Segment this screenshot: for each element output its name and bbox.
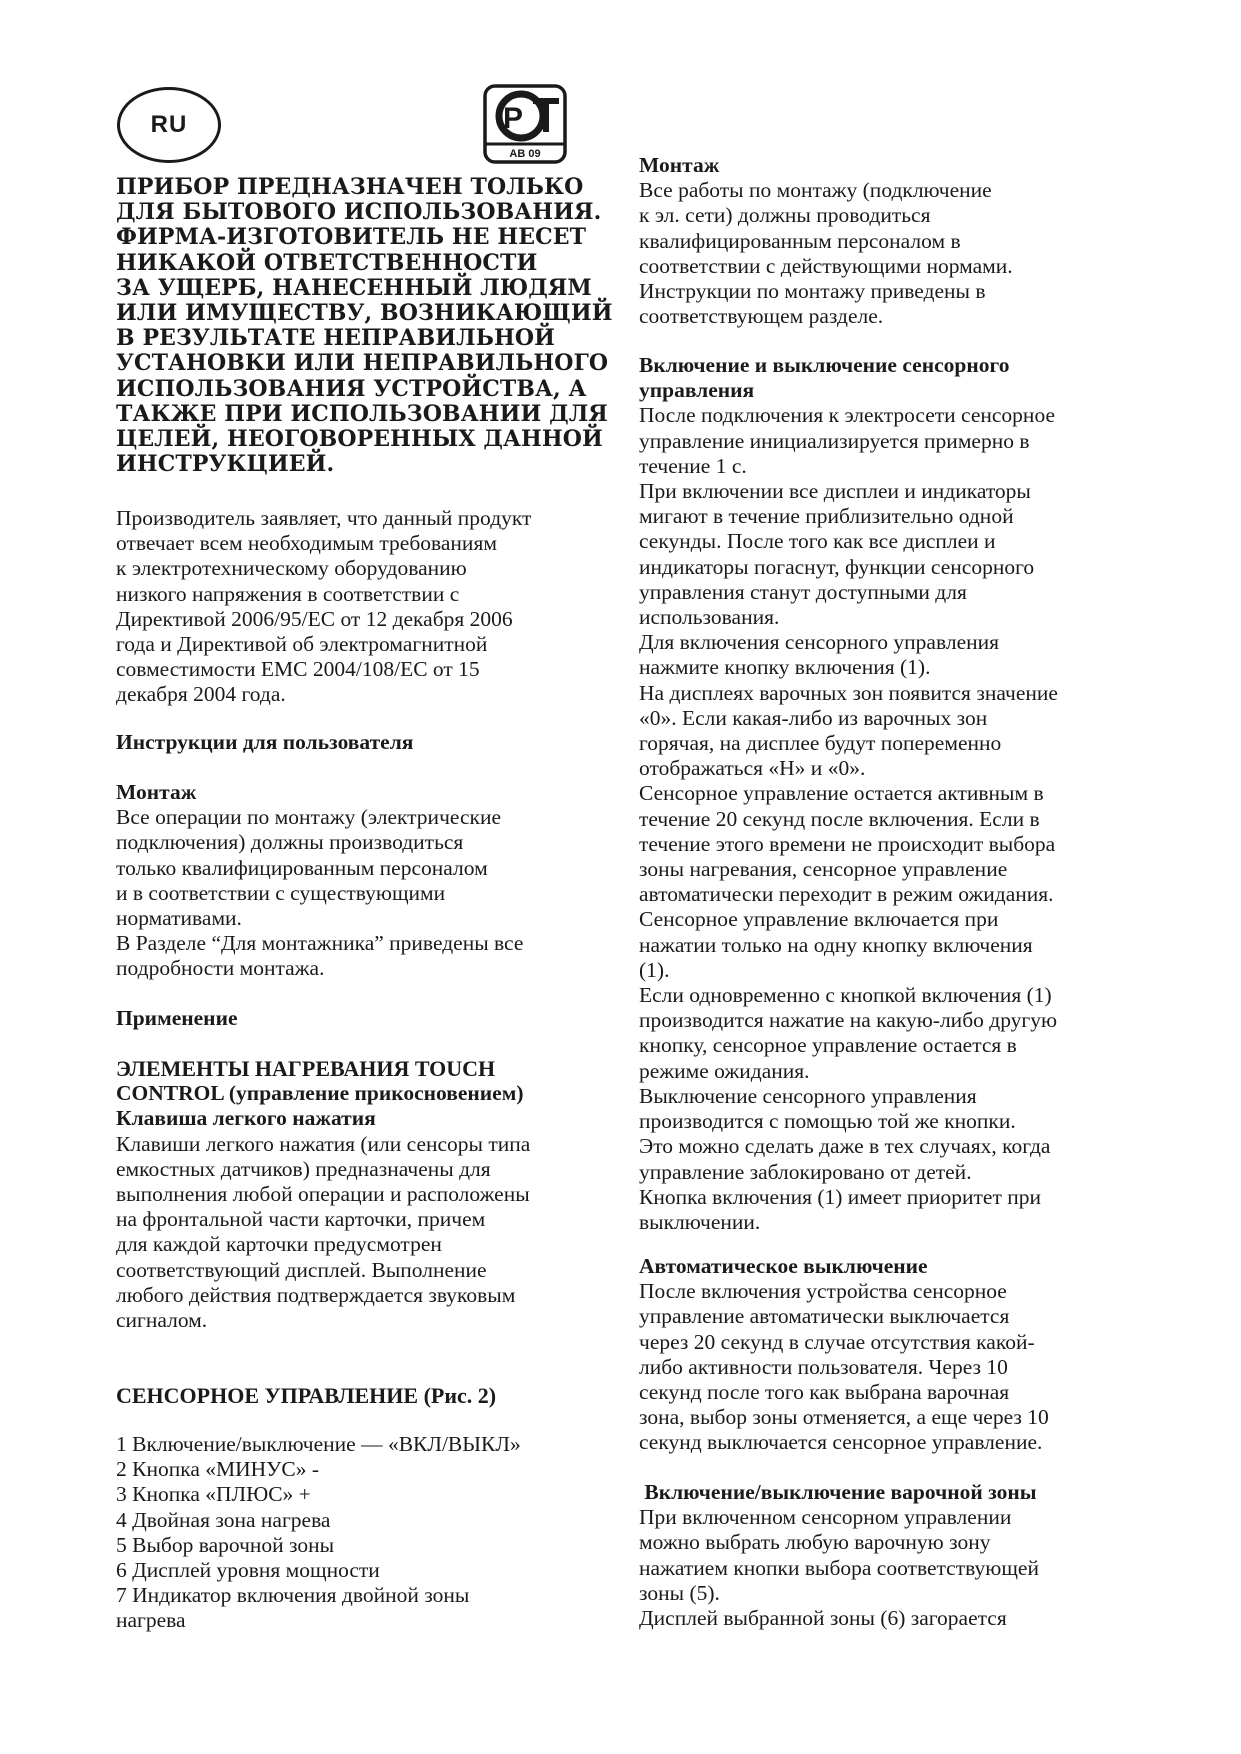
ru-language-badge: RU	[117, 87, 221, 163]
installation-text-right: Все работы по монтажу (подключение к эл. сети) должны проводиться квалифицированным персоналом в соответствии с действующими нормами. Инструкции по монтажу приведены в соответствующем разделе.	[639, 178, 1013, 329]
installation-heading-right: Монтаж	[639, 153, 720, 177]
usage-heading: Применение	[116, 1006, 238, 1030]
svg-text:AB 09: AB 09	[509, 148, 541, 160]
auto-off-heading: Автоматическое выключение	[639, 1254, 928, 1278]
user-instructions-heading: Инструкции для пользователя	[116, 730, 414, 754]
key-heading: Клавиша легкого нажатия	[116, 1106, 376, 1131]
list-item: 3 Кнопка «ПЛЮС» +	[116, 1482, 311, 1507]
list-item: 5 Выбор варочной зоны	[116, 1532, 335, 1557]
touch-heading-line-1: ЭЛЕМЕНТЫ НАГРЕВАНИЯ TOUCH	[116, 1056, 496, 1081]
zone-heading: Включение/выключение варочной зоны	[639, 1480, 1037, 1504]
declaration-text: Производитель заявляет, что данный продукт отвечает всем необходимым требованиям к электротехническому оборудованию низкого напряжения в соответствии с Директивой 2006/95/ЕС от 12 декабря 2006 года и Директивой об электромагнитной совместимости ЕМС 2004/108/ЕС от 15 декабря 2004 года.	[116, 506, 532, 707]
list-item: 2 Кнопка «МИНУС» -	[116, 1457, 320, 1482]
list-item: 4 Двойная зона нагрева	[116, 1507, 331, 1532]
list-item: 1 Включение/выключение — «ВКЛ/ВЫКЛ»	[116, 1432, 521, 1456]
onoff-heading: Включение и выключение сенсорного управления	[639, 353, 1010, 403]
installation-heading: Монтаж	[116, 780, 197, 804]
zone-text: При включенном сенсорном управлении можно выбрать любую варочную зону нажатием кнопки выбора соответствующей зоны (5). Дисплей выбранной зоны (6) загорается	[639, 1505, 1039, 1631]
list-item: 7 Индикатор включения двойной зоны нагрева	[116, 1583, 470, 1633]
sensor-control-heading: СЕНСОРНОЕ УПРАВЛЕНИЕ (Рис. 2)	[116, 1383, 497, 1408]
warning-text: ПРИБОР ПРЕДНАЗНАЧЕН ТОЛЬКО ДЛЯ БЫТОВОГО ИСПОЛЬЗОВАНИЯ. ФИРМА-ИЗГОТОВИТЕЛЬ НЕ НЕСЕТ НИКАКОЙ ОТВЕТСТВЕННОСТИ ЗА УЩЕРБ, НАНЕСЕННЫЙ ЛЮДЯМ ИЛИ ИМУЩЕСТВУ, ВОЗНИКАЮЩИЙ В РЕЗУЛЬТАТЕ НЕПРАВИЛЬНОЙ УСТАНОВКИ ИЛИ НЕПРАВИЛЬНОГО ИСПОЛЬЗОВАНИЯ УСТРОЙСТВА, А ТАКЖЕ ПРИ ИСПОЛЬЗОВАНИИ ДЛЯ ЦЕЛЕЙ, НЕОГОВОРЕННЫХ ДАННОЙ ИНСТРУКЦИЕЙ.	[116, 174, 613, 478]
svg-text:P: P	[503, 102, 524, 135]
gost-certification-logo	[483, 84, 567, 164]
auto-off-text: После включения устройства сенсорное управление автоматически выключается через 20 секунд в случае отсутствия какой- либо активности пользователя. Через 10 секунд после того как выбрана варочная зона, выбор зоны отменяется, а еще через 10 секунд выключается сенсорное управление.	[639, 1279, 1049, 1455]
installation-text: Все операции по монтажу (электрические подключения) должны производиться только квалифицированным персоналом и в соответствии с существующими нормативами. В Разделе “Для монтажника” приведены все подробности монтажа.	[116, 805, 524, 981]
legend-list	[116, 1432, 636, 1634]
key-text: Клавиши легкого нажатия (или сенсоры типа емкостных датчиков) предназначены для выполнения любой операции и расположены на фронтальной части карточки, причем для каждой карточки предусмотрен соответствующий дисплей. Выполнение любого действия подтверждается звуковым сигналом.	[116, 1131, 531, 1333]
touch-heading-line-2: CONTROL (управление прикосновением)	[116, 1081, 524, 1106]
onoff-text: После подключения к электросети сенсорное управление инициализируется примерно в течение 1 с. При включении все дисплеи и индикаторы мигают в течение приблизительно одной секунды. После того как все дисплеи и индикаторы погаснут, функции сенсорного управления станут доступными для использования. Для включения сенсорного управления нажмите кнопку включения (1). На дисплеях варочных зон появится значение «0». Если какая-либо из варочных зон горячая, на дисплее будут попеременно отображаться «Н» и «0». Сенсорное управление остается активным в течение 20 секунд после включения. Если в течение этого времени не происходит выбора зоны нагревания, сенсорное управление автоматически переходит в режим ожидания. Сенсорное управление включается при нажатии только на одну кнопку включения (1). Если одновременно с кнопкой включения (1) производится нажатие на какую-либо другую кнопку, сенсорное управление остается в режиме ожидания. Выключение сенсорного управления производится с помощью той же кнопки. Это можно сделать даже в тех случаях, когда управление заблокировано от детей. Кнопка включения (1) имеет приоритет при выключении.	[639, 403, 1058, 1234]
list-item: 6 Дисплей уровня мощности	[116, 1558, 380, 1583]
